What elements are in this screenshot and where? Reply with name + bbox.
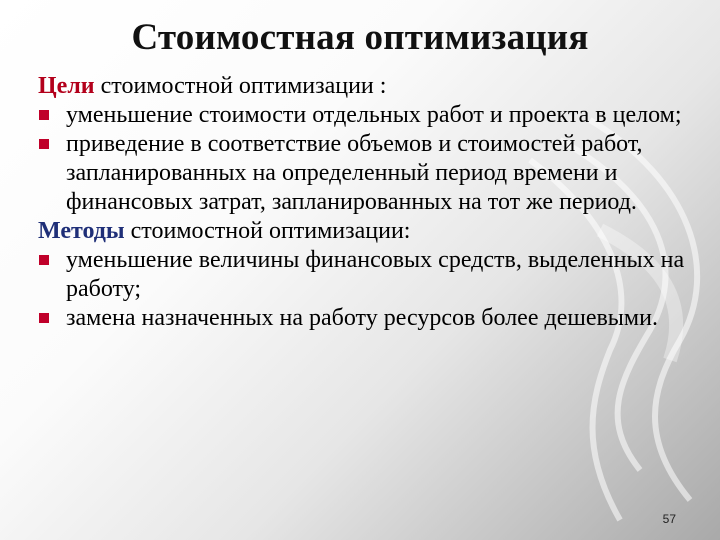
methods-item-text: замена назначенных на работу ресурсов более дешевыми. bbox=[66, 305, 658, 331]
slide-title: Стоимостная оптимизация bbox=[131, 17, 589, 58]
methods-heading-rest: стоимостной оптимизации: bbox=[124, 218, 411, 244]
square-bullet-icon bbox=[39, 313, 49, 323]
goals-list bbox=[38, 101, 698, 217]
goals-list-item bbox=[38, 130, 698, 217]
goals-item-text: уменьшение стоимости отдельных работ и проекта в целом; bbox=[66, 102, 682, 128]
goals-keyword: Цели bbox=[38, 73, 95, 99]
methods-item-text: уменьшение величины финансовых средств, выделенных на работу; bbox=[66, 247, 685, 302]
methods-list-item bbox=[38, 304, 698, 333]
methods-keyword: Методы bbox=[38, 218, 125, 244]
slide-body bbox=[38, 72, 698, 333]
goals-heading bbox=[38, 72, 698, 101]
square-bullet-icon bbox=[39, 255, 49, 265]
square-bullet-icon bbox=[39, 110, 49, 120]
square-bullet-icon bbox=[39, 139, 49, 149]
goals-item-text: приведение в соответствие объемов и стоимостей работ, запланированных на определенный период времени и финансовых затрат, запланированных на тот же период. bbox=[66, 131, 643, 215]
methods-heading bbox=[38, 217, 698, 246]
goals-list-item bbox=[38, 101, 698, 130]
goals-heading-rest: стоимостной оптимизации : bbox=[94, 73, 387, 99]
methods-list-item bbox=[38, 246, 698, 304]
page-number: 57 bbox=[662, 512, 676, 526]
methods-list bbox=[38, 246, 698, 333]
